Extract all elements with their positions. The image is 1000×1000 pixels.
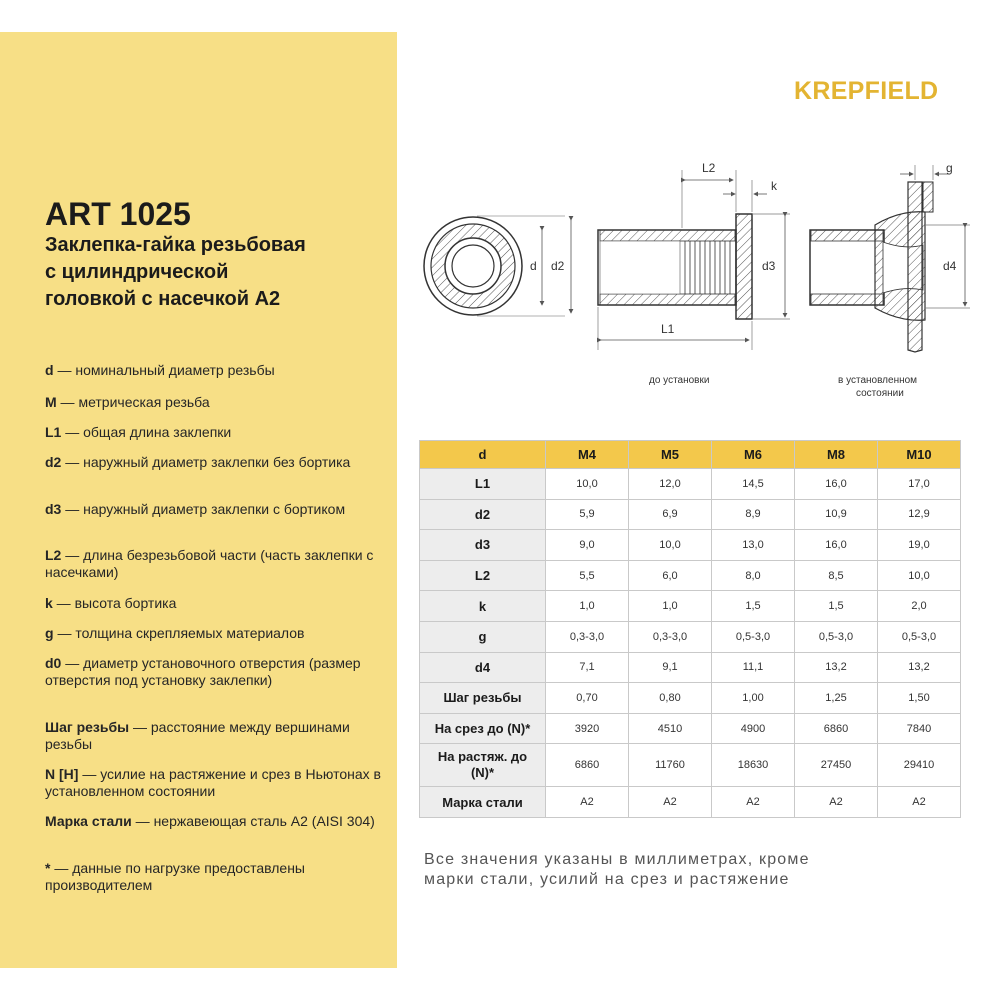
legend-text: — высота бортика	[52, 595, 177, 611]
caption-after-install-line1: в установленном	[838, 375, 918, 386]
table-header-cell: M8	[795, 441, 878, 469]
legend-item	[45, 719, 390, 753]
label-d2: d2	[551, 259, 565, 273]
table-cell: 16,0	[795, 469, 878, 500]
product-title-line: головкой с насечкой А2	[45, 288, 281, 310]
label-d4: d4	[943, 259, 957, 273]
legend-key: N [H]	[45, 766, 79, 782]
table-cell: 4900	[712, 713, 795, 744]
table-cell: 16,0	[795, 530, 878, 561]
label-l2: L2	[702, 161, 716, 175]
legend-text: — данные по нагрузке предоставлены производителем	[45, 860, 305, 893]
table-cell: 0,5-3,0	[712, 621, 795, 652]
table-cell: 1,0	[546, 591, 629, 622]
table-cell: 6860	[546, 744, 629, 787]
side-view-after	[810, 161, 970, 352]
legend-key: Шаг резьбы	[45, 719, 130, 735]
legend-key: d	[45, 362, 54, 378]
table-row	[420, 652, 961, 683]
table-cell: 0,5-3,0	[795, 621, 878, 652]
legend-item	[45, 766, 390, 800]
table-cell: 6860	[795, 713, 878, 744]
legend-item	[45, 362, 390, 379]
table-row	[420, 787, 961, 818]
table-row	[420, 591, 961, 622]
row-label: g	[420, 621, 546, 652]
label-d: d	[530, 259, 537, 273]
footnote-line: Все значения указаны в миллиметрах, кроме	[424, 851, 810, 868]
front-view	[424, 216, 565, 316]
legend-key: L1	[45, 424, 62, 440]
product-title-line: с цилиндрической	[45, 261, 229, 283]
legend-item	[45, 813, 390, 830]
row-label: d2	[420, 499, 546, 530]
table-cell: 19,0	[878, 530, 961, 561]
table-cell: 11760	[629, 744, 712, 787]
table-cell: 14,5	[712, 469, 795, 500]
table-row	[420, 713, 961, 744]
table-cell: 17,0	[878, 469, 961, 500]
table-cell: 1,25	[795, 683, 878, 714]
table-cell: 1,5	[712, 591, 795, 622]
legend-key: L2	[45, 547, 62, 563]
row-label: k	[420, 591, 546, 622]
table-cell: 1,0	[629, 591, 712, 622]
table-cell: 0,3-3,0	[629, 621, 712, 652]
row-label: Шаг резьбы	[420, 683, 546, 714]
legend-key: d3	[45, 501, 62, 517]
row-label: d3	[420, 530, 546, 561]
table-cell: 10,0	[546, 469, 629, 500]
table-header-cell: M6	[712, 441, 795, 469]
table-row	[420, 499, 961, 530]
table-cell: 27450	[795, 744, 878, 787]
row-label: L1	[420, 469, 546, 500]
table-cell: 1,5	[795, 591, 878, 622]
specifications-table	[419, 440, 961, 818]
legend-item	[45, 860, 390, 894]
table-cell: 10,9	[795, 499, 878, 530]
caption-before-install: до установки	[649, 375, 710, 386]
label-l1: L1	[661, 322, 675, 336]
legend-text: — общая длина заклепки	[61, 424, 232, 440]
row-label: На срез до (N)*	[420, 713, 546, 744]
table-cell: 0,5-3,0	[878, 621, 961, 652]
label-d3: d3	[762, 259, 776, 273]
units-footnote	[424, 850, 944, 890]
table-cell: 18630	[712, 744, 795, 787]
legend-key: k	[45, 595, 53, 611]
legend-text: — наружный диаметр заклепки с бортиком	[61, 501, 346, 517]
legend-item	[45, 501, 390, 518]
table-cell: 0,80	[629, 683, 712, 714]
table-cell: А2	[878, 787, 961, 818]
table-row	[420, 621, 961, 652]
table-cell: 13,2	[795, 652, 878, 683]
legend-key: d0	[45, 655, 62, 671]
table-header-cell: d	[420, 441, 546, 469]
article-code: ART 1025	[45, 196, 191, 232]
legend-text: — диаметр установочного отверстия (размер отверстия под установку заклепки)	[45, 655, 361, 688]
table-header-cell: M5	[629, 441, 712, 469]
legend-text: — метрическая резьба	[56, 394, 210, 410]
legend-text: — длина безрезьбовой части (часть заклепки с насечками)	[45, 547, 374, 580]
table-cell: 8,5	[795, 560, 878, 591]
table-cell: 10,0	[629, 530, 712, 561]
table-cell: 2,0	[878, 591, 961, 622]
table-cell: А2	[795, 787, 878, 818]
table-cell: 10,0	[878, 560, 961, 591]
row-label: Марка стали	[420, 787, 546, 818]
table-cell: А2	[629, 787, 712, 818]
legend-item	[45, 424, 390, 441]
legend-key: *	[45, 860, 51, 876]
table-cell: А2	[712, 787, 795, 818]
table-cell: 11,1	[712, 652, 795, 683]
table-cell: 0,3-3,0	[546, 621, 629, 652]
legend-text: — расстояние между вершинами резьбы	[45, 719, 350, 752]
row-label: L2	[420, 560, 546, 591]
legend-text: — усилие на растяжение и срез в Ньютонах в установленном состоянии	[45, 766, 381, 799]
table-row	[420, 469, 961, 500]
product-title	[45, 232, 395, 313]
legend-key: Марка стали	[45, 813, 132, 829]
legend-item	[45, 655, 390, 689]
legend-item	[45, 454, 390, 471]
table-cell: 0,70	[546, 683, 629, 714]
table-cell: А2	[546, 787, 629, 818]
row-label-line: (N)*	[470, 765, 495, 781]
legend-text: — нержавеющая сталь А2 (AISI 304)	[131, 813, 375, 829]
table-row	[420, 744, 961, 787]
table-cell: 4510	[629, 713, 712, 744]
table-row	[420, 683, 961, 714]
technical-drawing	[405, 150, 995, 430]
row-label: d4	[420, 652, 546, 683]
table-cell: 9,1	[629, 652, 712, 683]
label-g: g	[946, 161, 953, 175]
table-cell: 5,5	[546, 560, 629, 591]
caption-after-install-line2: состоянии	[856, 388, 904, 399]
table-cell: 6,9	[629, 499, 712, 530]
table-row	[420, 560, 961, 591]
legend-item	[45, 625, 390, 642]
table-cell: 12,0	[629, 469, 712, 500]
legend-item	[45, 394, 390, 411]
table-cell: 7,1	[546, 652, 629, 683]
row-label	[420, 744, 546, 787]
brand-logo: KREPFIELD	[794, 77, 939, 105]
table-cell: 8,0	[712, 560, 795, 591]
legend-item	[45, 547, 390, 581]
table-header-cell: M4	[546, 441, 629, 469]
table-cell: 5,9	[546, 499, 629, 530]
thread-circle	[452, 245, 494, 287]
legend-text: — толщина скрепляемых материалов	[53, 625, 305, 641]
label-k: k	[771, 179, 777, 193]
table-cell: 8,9	[712, 499, 795, 530]
table-cell: 12,9	[878, 499, 961, 530]
legend-key: g	[45, 625, 54, 641]
legend-text: — наружный диаметр заклепки без бортика	[61, 454, 351, 470]
table-cell: 13,0	[712, 530, 795, 561]
legend-key: M	[45, 394, 57, 410]
footnote-line: марки стали, усилий на срез и растяжение	[424, 871, 790, 888]
table-cell: 1,50	[878, 683, 961, 714]
legend-key: d2	[45, 454, 62, 470]
table-cell: 1,00	[712, 683, 795, 714]
table-header-row	[420, 441, 961, 469]
table-cell: 7840	[878, 713, 961, 744]
side-view-before	[530, 161, 790, 350]
product-title-line: Заклепка-гайка резьбовая	[45, 234, 306, 256]
table-cell: 13,2	[878, 652, 961, 683]
table-header-cell: M10	[878, 441, 961, 469]
row-label-line: На растяж. до	[437, 749, 528, 765]
table-cell: 6,0	[629, 560, 712, 591]
table-cell: 29410	[878, 744, 961, 787]
legend-item	[45, 595, 390, 612]
table-cell: 9,0	[546, 530, 629, 561]
legend-text: — номинальный диаметр резьбы	[53, 362, 275, 378]
table-row	[420, 530, 961, 561]
table-cell: 3920	[546, 713, 629, 744]
